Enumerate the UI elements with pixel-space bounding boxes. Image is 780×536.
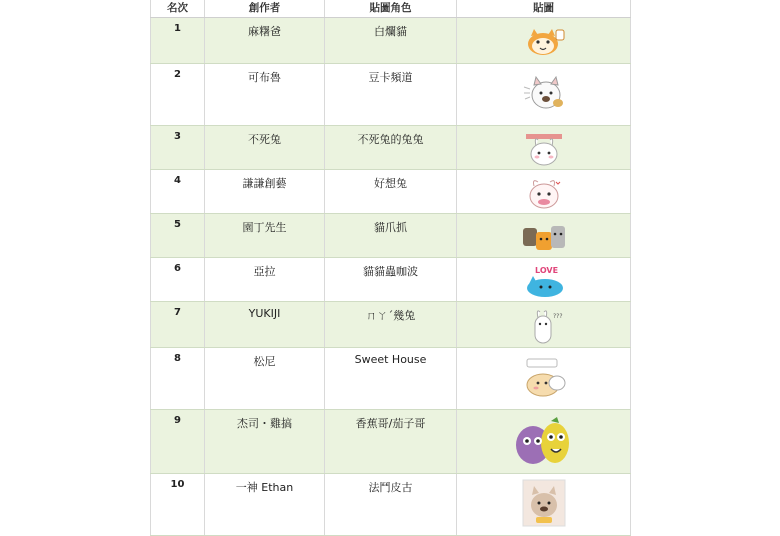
character-cell: 不死兔的兔兔 <box>325 126 457 170</box>
sticker-cell <box>457 474 631 536</box>
pink-rabbit-sticker-icon <box>524 176 564 210</box>
rank-cell: 5 <box>151 214 205 258</box>
character-cell: ㄇㄚˊ幾兔 <box>325 302 457 348</box>
rank-cell: 8 <box>151 348 205 410</box>
rank-cell: 3 <box>151 126 205 170</box>
orange-cat-sticker-icon <box>523 24 565 58</box>
bread-dog-sticker-icon <box>521 357 567 399</box>
blue-bug-cat-love-sticker-icon <box>521 264 567 298</box>
rank-cell: 4 <box>151 170 205 214</box>
table-row <box>151 64 631 126</box>
table-row <box>151 258 631 302</box>
creator-cell: 可布魯 <box>205 64 325 126</box>
sticker-cell <box>457 348 631 410</box>
creator-cell: 園丁先生 <box>205 214 325 258</box>
tall-rabbit-sticker-icon <box>524 308 564 344</box>
table-row <box>151 170 631 214</box>
character-cell: 貓貓蟲咖波 <box>325 258 457 302</box>
header-character: 貼圖角色 <box>325 0 457 18</box>
table-header-row <box>151 0 631 18</box>
character-cell: 白爛貓 <box>325 18 457 64</box>
creator-cell: 麻糬爸 <box>205 18 325 64</box>
character-cell: 貓爪抓 <box>325 214 457 258</box>
creator-cell: 杰司・雞搞 <box>205 410 325 474</box>
rank-cell: 1 <box>151 18 205 64</box>
svg-text:LOVE: LOVE <box>534 266 558 275</box>
banana-eggplant-sticker-icon <box>513 417 575 465</box>
table-row <box>151 348 631 410</box>
header-sticker: 貼圖 <box>457 0 631 18</box>
ranking-table-container <box>150 0 630 520</box>
table-row <box>151 410 631 474</box>
creator-cell: 松尼 <box>205 348 325 410</box>
table-row <box>151 126 631 170</box>
character-cell: Sweet House <box>325 348 457 410</box>
sticker-cell <box>457 126 631 170</box>
svg-text:???: ??? <box>552 313 563 320</box>
table-row <box>151 214 631 258</box>
character-cell: 法鬥皮古 <box>325 474 457 536</box>
rank-cell: 10 <box>151 474 205 536</box>
creator-cell: 謙謙創藝 <box>205 170 325 214</box>
sticker-cell <box>457 258 631 302</box>
table-row <box>151 18 631 64</box>
rank-cell: 9 <box>151 410 205 474</box>
creator-cell: 一神 Ethan <box>205 474 325 536</box>
sticker-cell <box>457 302 631 348</box>
white-bulldog-sticker-icon <box>522 73 566 113</box>
table-row <box>151 302 631 348</box>
sticker-cell <box>457 214 631 258</box>
rank-cell: 7 <box>151 302 205 348</box>
sticker-cell <box>457 410 631 474</box>
table-row <box>151 474 631 536</box>
creator-cell: YUKIJI <box>205 302 325 348</box>
creator-cell: 亞拉 <box>205 258 325 302</box>
rank-cell: 6 <box>151 258 205 302</box>
sticker-cell <box>457 170 631 214</box>
sticker-cell <box>457 64 631 126</box>
character-cell: 香蕉哥/茄子哥 <box>325 410 457 474</box>
sticker-ranking-table <box>150 0 631 536</box>
rank-cell: 2 <box>151 64 205 126</box>
character-cell: 好想兔 <box>325 170 457 214</box>
cat-group-sticker-icon <box>521 220 567 254</box>
creator-cell: 不死兔 <box>205 126 325 170</box>
white-rabbit-sticker-icon <box>524 132 564 166</box>
character-cell: 豆卡頻道 <box>325 64 457 126</box>
header-rank: 名次 <box>151 0 205 18</box>
header-creator: 創作者 <box>205 0 325 18</box>
sticker-cell <box>457 18 631 64</box>
